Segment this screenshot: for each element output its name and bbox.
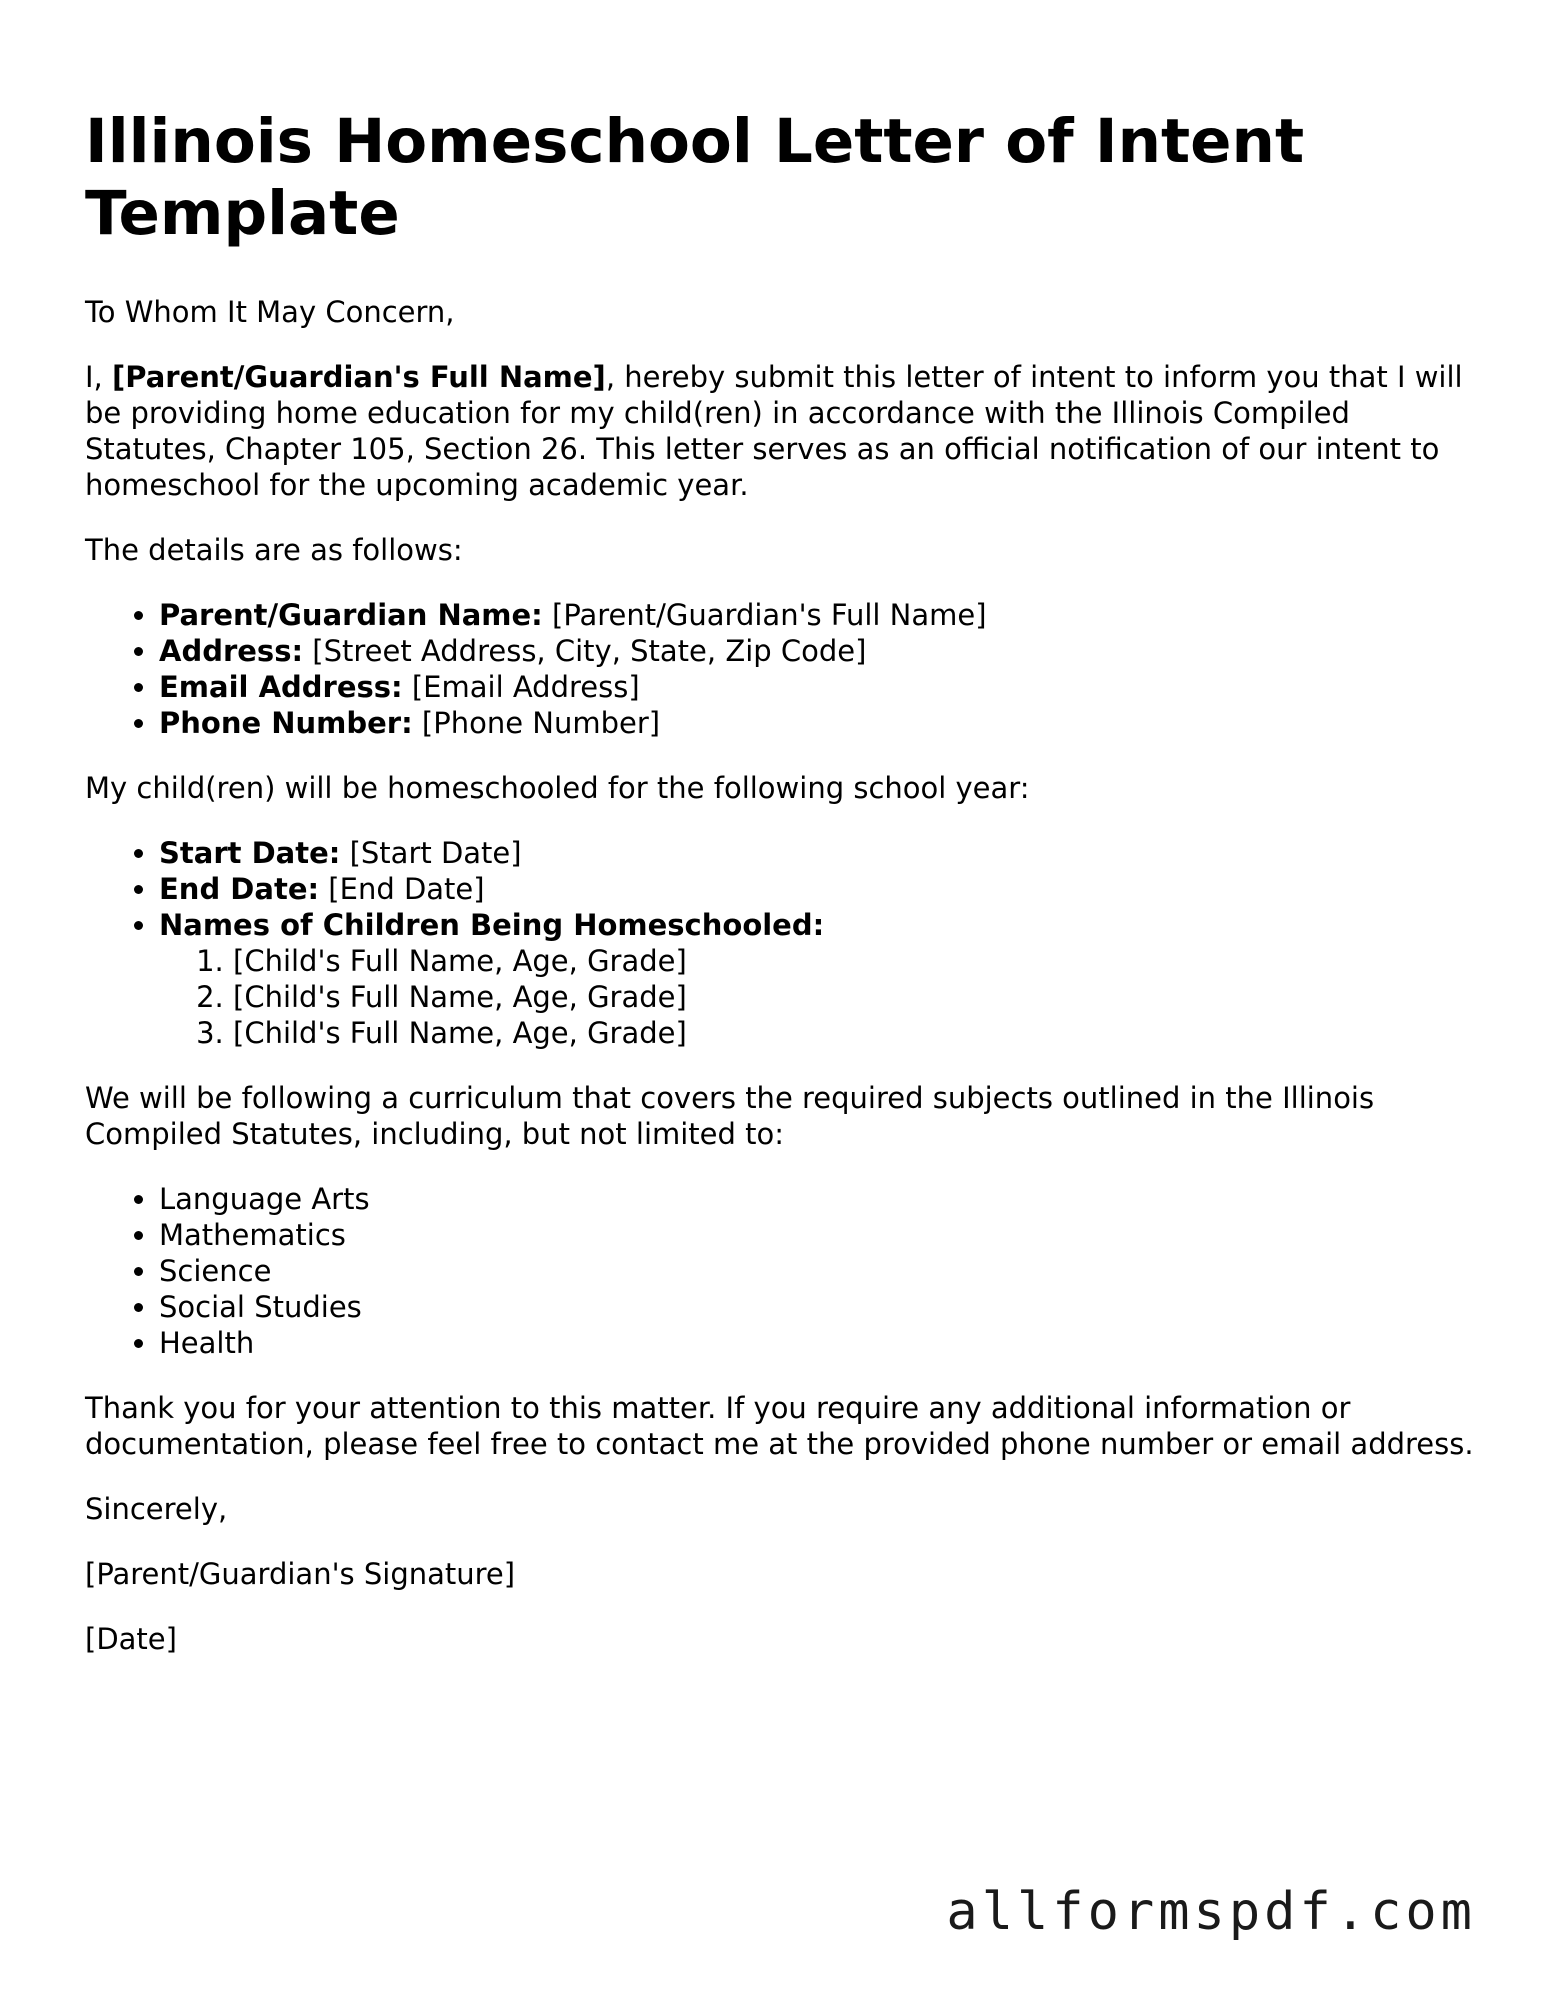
intro-prefix: I, xyxy=(85,360,112,394)
child-entry: 3. [Child's Full Name, Age, Grade] xyxy=(233,1015,1475,1051)
school-year-value: [Start Date] xyxy=(340,836,522,870)
intro-name-placeholder: [Parent/Guardian's Full Name] xyxy=(112,360,606,394)
closing-paragraph: Thank you for your attention to this matter. If you require any additional information or documentation, please feel free to contact me at the provided phone number or email address. xyxy=(85,1391,1474,1461)
subject-item: • Science xyxy=(159,1253,1475,1289)
detail-value: [Parent/Guardian's Full Name] xyxy=(542,598,987,632)
school-year-label: End Date: xyxy=(159,872,320,906)
school-year-intro: My child(ren) will be homeschooled for the following school year: xyxy=(85,771,1030,805)
signature-placeholder: [Parent/Guardian's Signature] xyxy=(85,1557,516,1591)
details-intro: The details are as follows: xyxy=(85,533,463,567)
subject-item: • Health xyxy=(159,1325,1475,1361)
detail-label: Address: xyxy=(159,634,304,668)
child-entry: 2. [Child's Full Name, Age, Grade] xyxy=(233,979,1475,1015)
detail-label: Phone Number: xyxy=(159,706,413,740)
list-item xyxy=(159,669,1475,705)
detail-value: [Email Address] xyxy=(402,670,640,704)
list-item xyxy=(159,907,1475,1051)
letter-page xyxy=(85,106,1475,1686)
detail-value: [Street Address, City, State, Zip Code] xyxy=(303,634,867,668)
detail-label: Email Address: xyxy=(159,670,403,704)
list-item xyxy=(159,633,1475,669)
intro-paragraph xyxy=(85,359,1475,503)
detail-value: [Phone Number] xyxy=(412,706,661,740)
school-year-label: Start Date: xyxy=(159,836,341,870)
list-item xyxy=(159,597,1475,633)
subjects-list xyxy=(85,1181,1475,1361)
salutation: To Whom It May Concern, xyxy=(85,295,455,329)
school-year-value: [End Date] xyxy=(319,872,485,906)
school-year-list xyxy=(85,835,1475,1051)
page-title: Illinois Homeschool Letter of Intent Template xyxy=(85,106,1305,249)
subject-item: • Social Studies xyxy=(159,1289,1475,1325)
children-label: Names of Children Being Homeschooled: xyxy=(159,908,825,942)
subject-item: • Language Arts xyxy=(159,1181,1475,1217)
sign-off: Sincerely, xyxy=(85,1492,228,1526)
curriculum-intro: We will be following a curriculum that covers the required subjects outlined in the Illinois Compiled Statutes, including, but not limited to: xyxy=(85,1081,1375,1151)
list-item xyxy=(159,705,1475,741)
details-list xyxy=(85,597,1475,741)
date-placeholder: [Date] xyxy=(85,1622,177,1656)
watermark: allformspdf.com xyxy=(946,1882,1476,1942)
detail-label: Parent/Guardian Name: xyxy=(159,598,543,632)
children-list xyxy=(159,943,1475,1051)
list-item xyxy=(159,871,1475,907)
intro-text: , hereby submit this letter of intent to inform you that I will be providing home education for my child(ren) in accordance with the Illinois Compiled Statutes, Chapter 105, Section 26. This letter serves as an official notification of our intent to homeschool for the upcoming academic year. xyxy=(85,360,1463,502)
list-item xyxy=(159,835,1475,871)
child-entry: 1. [Child's Full Name, Age, Grade] xyxy=(233,943,1475,979)
subject-item: • Mathematics xyxy=(159,1217,1475,1253)
